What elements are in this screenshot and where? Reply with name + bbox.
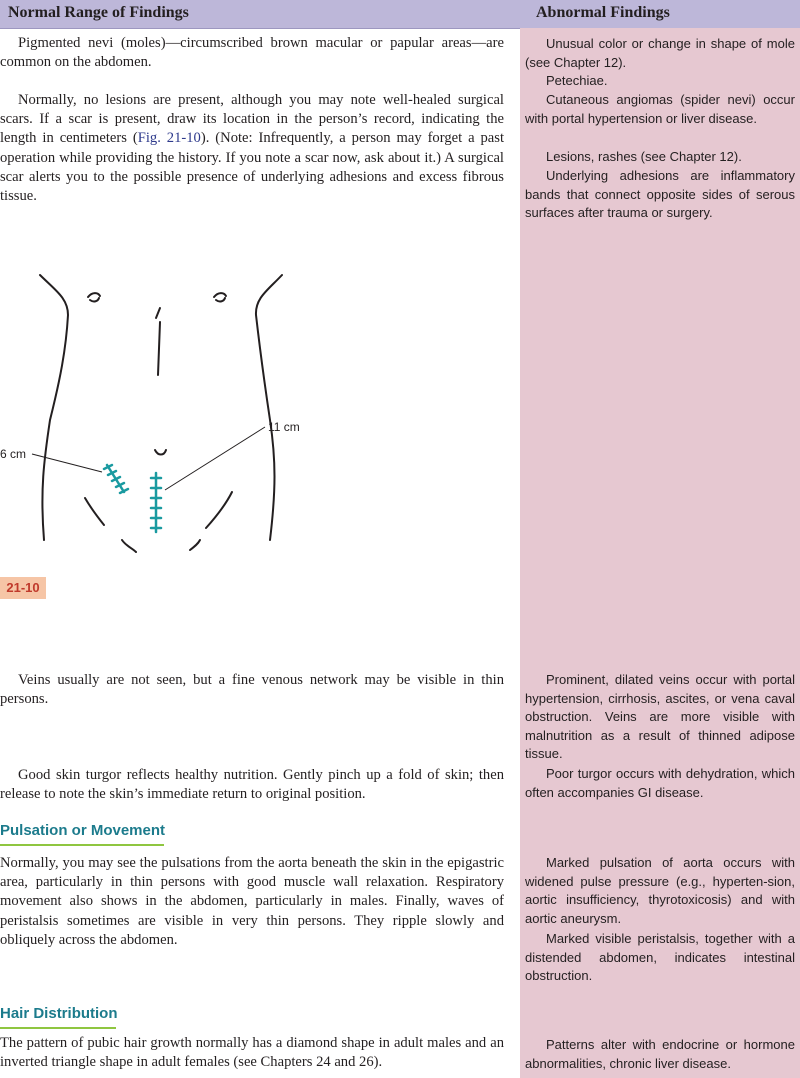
umbilicus [155,450,166,455]
torso-left-outline [40,275,68,540]
abnormal-adhesions: Underlying adhesions are inflammatory bands that connect opposite sides of serous surfaces after trauma or surgery. [525,168,795,221]
scar-label-6cm: 6 cm [0,447,27,461]
pulsation-paragraph: Normally, you may see the pulsations from the aorta beneath the skin in the epigastric area, particularly in thin persons with good muscle wall relaxation. Respiratory movement also shows in the abdomen, particularly in males. Finally, waves of peristalsis sometimes are visible in very thin persons. They ripple slowly and obliquely across the abdomen. [0,855,504,948]
hair-paragraph: The pattern of pubic hair growth normally has a diamond shape in adult males and an inverted triangle shape in adult females (see Chapters 24 and 26). [0,1035,504,1071]
abnormal-hair: Patterns alter with endocrine or hormone abnormalities, chronic liver disease. [525,1037,795,1071]
abnormal-angiomas: Cutaneous angiomas (spider nevi) occur with portal hypertension or liver disease. [525,92,795,126]
abnormal-mole: Unusual color or change in shape of mole (see Chapter 12). [525,36,795,70]
abnormal-peristalsis: Marked visible peristalsis, together with a distended abdomen, indicates intestinal obstruction. [525,931,795,984]
figure-reference-link[interactable]: Fig. 21-10 [137,130,201,147]
abnormal-veins: Prominent, dilated veins occur with portal hypertension, cirrhosis, ascites, or vena caval obstruction. Veins are more visible with malnutrition as a result of thinned adipose tissue. [525,672,795,762]
leader-line-6cm [32,454,102,472]
scar-label-11cm: 11 cm [268,420,300,434]
left-groin-line [85,498,104,525]
torso-right-outline [256,275,282,540]
nevi-paragraph: Pigmented nevi (moles)—circumscribed brown macular or papular areas—are common on the abdomen. [0,35,504,71]
pulsation-heading-underline [0,844,164,846]
scars-text-a: Normally, no lesions are present, although you may note well-healed surgical scars. If a scar is present, draw its location in the person’s record, indicating the length in centimeters ( [0,92,504,147]
pulsation-section-heading: Pulsation or Movement [0,822,166,839]
leader-line-11cm [165,427,265,490]
abnormal-turgor: Poor turgor occurs with dehydration, which often accompanies GI disease. [525,766,795,800]
left-lower-curve [122,540,136,552]
veins-paragraph: Veins usually are not seen, but a fine venous network may be visible in thin persons. [0,672,504,708]
left-nipple [88,293,100,301]
scars-text-b: ). (Note: Infrequently, a person may forget a past operation while providing the history. If you note a scar now, ask about it.) A surgical scar alerts you to the possible presence of underlying adhesions and excess fibrous tissue. [0,130,505,205]
normal-findings-heading: Normal Range of Findings [8,4,189,21]
abnormal-aorta: Marked pulsation of aorta occurs with widened pulse pressure (e.g., hyperten-sion, aortic insufficiency, thyrotoxicosis) and with aortic aneurysm. [525,855,795,926]
chest-midline [156,308,160,375]
right-nipple [214,293,226,301]
right-lower-curve [190,540,200,550]
scars-paragraph [0,91,504,206]
column-header-bar [0,0,800,29]
abnormal-lesions: Lesions, rashes (see Chapter 12). [546,149,742,164]
abdomen-scar-figure [0,270,320,570]
abnormal-findings-heading: Abnormal Findings [536,4,670,21]
turgor-paragraph: Good skin turgor reflects healthy nutrition. Gently pinch up a fold of skin; then release to note the skin’s immediate return to original position. [0,767,504,803]
hair-section-heading: Hair Distribution [0,1005,118,1022]
abnormal-petechiae: Petechiae. [546,73,608,88]
scar-6cm-stitches [104,465,128,493]
hair-heading-underline [0,1027,116,1029]
figure-number-tag: 21-10 [0,577,46,599]
right-groin-line [206,492,232,528]
